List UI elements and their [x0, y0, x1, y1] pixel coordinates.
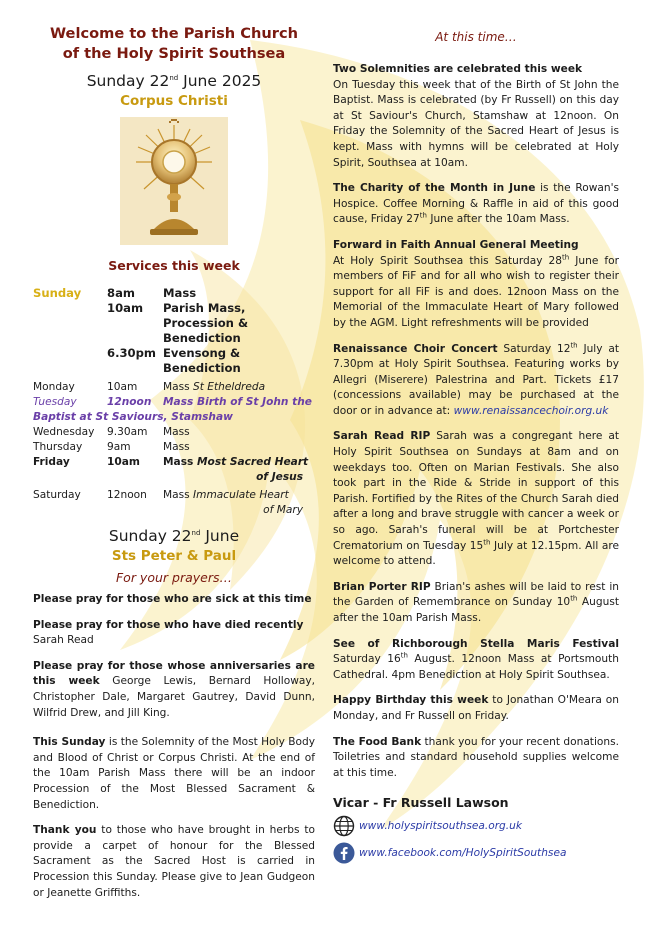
- facebook-icon: [333, 842, 355, 864]
- anniv-bold: Please pray for those whose anniversaries are this week: [33, 659, 315, 688]
- notice-text: June for members of FiF and for all who wish to register their support for all FiF is and does. 12noon Mass on the Memorial of the Immaculate Heart of Mary followed by the AGM. Light refreshments will be provided: [333, 254, 620, 329]
- notice-text: At Holy Spirit Southsea this Saturday 28: [333, 254, 563, 267]
- weekday-event: Mass: [163, 441, 190, 453]
- weekday-row: [33, 470, 315, 485]
- website-row[interactable]: [333, 815, 619, 837]
- prayer-died-names: Sarah Read: [33, 634, 94, 647]
- notice-sup: th: [419, 211, 427, 220]
- notice-bold: Two Solemnities are celebrated this week: [333, 63, 583, 75]
- service-time: 8am: [107, 286, 135, 300]
- sunday-service-row: [33, 346, 315, 376]
- facebook-link[interactable]: www.facebook.com/HolySpiritSouthsea: [359, 847, 567, 860]
- weekday-event: [163, 485, 315, 503]
- notice-bold: See of Richborough Stella Maris Festival: [333, 637, 619, 650]
- notice-bold: Forward in Faith Annual General Meeting: [333, 238, 579, 251]
- notice-sup: th: [562, 253, 570, 261]
- sunday-service-row: [33, 286, 315, 301]
- notice-sup: th: [570, 594, 578, 603]
- sunday-day: Sunday: [33, 286, 82, 300]
- next-sunday-date: [33, 526, 315, 546]
- weekday-event: Mass Birth of St John the: [163, 396, 312, 408]
- date-sup: nd: [191, 528, 201, 537]
- weekday-event-cont: Baptist at St Saviours, Stamshaw: [33, 411, 233, 423]
- service-event: Evensong & Benediction: [163, 346, 241, 375]
- notice-charity: [333, 181, 619, 228]
- service-time: 6.30pm: [107, 346, 156, 360]
- title-line-1: Welcome to the Parish Church: [49, 25, 298, 42]
- weekday-time: 9am: [107, 441, 131, 453]
- notice-text: August. 12noon Mass at Portsmouth Cathedral. 4pm Benediction at Holy Spirit Southsea.: [333, 653, 619, 681]
- facebook-row[interactable]: [333, 842, 619, 864]
- notice-sarah-read: [333, 429, 619, 569]
- weekday-day: Monday: [33, 381, 75, 393]
- website-link[interactable]: www.holyspiritsouthsea.org.uk: [359, 820, 522, 833]
- weekday-row: [33, 410, 315, 425]
- weekday-time: 9.30am: [107, 426, 148, 438]
- date-suffix: June 2025: [178, 72, 262, 90]
- date-sup: nd: [169, 73, 179, 82]
- weekday-event-cont: of Mary: [263, 504, 303, 516]
- weekday-event: Mass: [163, 426, 190, 438]
- prayer-sick-text: Please pray for those who are sick at this time: [33, 593, 312, 605]
- notice-bold: Happy Birthday this week: [333, 694, 489, 707]
- notice-food-bank: [333, 735, 619, 782]
- notice-sup: th: [570, 340, 578, 349]
- thank-you-text: to those who have brought in herbs to provide a carpet of honour for the Blessed Sacrament as the Sacred Host is carried in Procession this Sunday. Please give to Jean Gudgeon or Jeanette Griffiths.: [33, 824, 315, 899]
- notice-bold: The Charity of the Month in June: [333, 182, 536, 195]
- thank-you-note: [33, 823, 315, 901]
- event-text: Mass: [163, 456, 197, 468]
- weekday-event-cont: of Jesus: [256, 471, 303, 483]
- notice-text: is the Rowan's Hospice. Coffee Morning & Raffle in aid of this good cause, Friday 27: [333, 182, 619, 226]
- notice-text: On Tuesday this week that of the Birth of St John the Baptist. Mass is celebrated (by Fr Russell) on this day at St Saviour's Church, Stamshaw at 12noon. On Friday the Solemnity of the Sacred Heart of Jesus is kept. Mass with hymns will be celebrated at Holy Spirit, Southsea at 10am.: [333, 78, 619, 169]
- weekday-day: Friday: [33, 456, 70, 468]
- notice-birthday: [333, 693, 619, 724]
- date-suffix: June: [200, 527, 240, 545]
- notice-text: Brian's ashes will be laid to rest in the Garden of Remembrance on Sunday 10: [333, 580, 619, 609]
- service-time: 10am: [107, 301, 144, 315]
- this-sunday-note: [33, 735, 315, 813]
- notice-text: June after the 10am Mass.: [426, 213, 570, 226]
- notice-bold: Renaissance Choir Concert: [333, 342, 498, 355]
- event-italic: Most Sacred Heart: [197, 456, 309, 468]
- notice-forward-in-faith: [333, 238, 619, 332]
- notice-solemnities: [333, 62, 619, 171]
- notice-text: Sarah was a congregant here at Holy Spirit Southsea on Sundays at 8am and on weekdays too. Often on Marian Festivals. She also took part in the Ride & Stride in support of this Parish. Fortified by the Rites of the Church Sarah died after a long and brave struggle with cancer a week or so ago. Sarah's funeral will be at Portchester Crematorium on Tuesday 15: [333, 430, 619, 552]
- notice-sup: th: [400, 651, 408, 660]
- globe-icon: [333, 815, 355, 837]
- services-heading: Services this week: [108, 258, 240, 273]
- service-event: Mass: [163, 286, 197, 300]
- notice-text: July at 7.30pm at Holy Spirit Southsea. Featuring works by Allegri (Miserere) Palestrina and Part. Tickets £17 (concessions available) may be purchased at the door or in advance at:: [333, 342, 619, 417]
- service-event: Parish Mass, Procession & Benediction: [163, 301, 249, 345]
- weekday-day: Saturday: [33, 489, 81, 501]
- page-title: [33, 24, 315, 64]
- service-date: [33, 71, 315, 91]
- this-sunday-text: is the Solemnity of the Most Holy Body and Blood of Christ or Corpus Christi. At the end of the 10am Parish Mass there will be an indoor Procession of the Most Blessed Sacrament & Benediction.: [33, 736, 315, 811]
- notice-text: Saturday 16: [333, 653, 401, 666]
- date-prefix: Sunday 22: [86, 72, 170, 90]
- weekday-services-table: [33, 380, 315, 518]
- choir-link[interactable]: www.renaissancechoir.org.uk: [453, 404, 609, 417]
- weekday-row: [33, 395, 315, 410]
- weekday-row: [33, 425, 315, 440]
- sunday-service-row: [33, 301, 315, 346]
- notice-brian-porter: [333, 580, 619, 627]
- notice-text: August after the 10am Parish Mass.: [333, 596, 619, 624]
- notice-bold: Sarah Read RIP: [333, 430, 431, 443]
- notices-heading: At this time…: [435, 30, 517, 44]
- prayer-died-text: Please pray for those who have died recently: [33, 618, 304, 631]
- vicar-name: Fr Russell Lawson: [382, 795, 509, 811]
- weekday-row: [33, 455, 315, 470]
- weekday-row: [33, 440, 315, 455]
- prayer-anniversaries: [33, 659, 315, 721]
- weekday-row: [33, 503, 315, 518]
- notice-text: July at 12.15pm. All are welcome to attend.: [333, 539, 619, 568]
- right-column: [333, 30, 619, 864]
- notice-choir: [333, 342, 619, 420]
- monstrance-image: [120, 117, 228, 245]
- event-italic: St Etheldreda: [193, 381, 266, 393]
- notice-text: Saturday 12: [497, 342, 571, 355]
- prayers-heading: For your prayers…: [115, 570, 232, 585]
- weekday-day: Tuesday: [33, 396, 77, 408]
- event-text: Mass: [163, 381, 194, 393]
- date-prefix: Sunday 22: [108, 527, 192, 545]
- notice-text: thank you for your recent donations. Toiletries and standard household supplies welcome at this time.: [333, 735, 619, 779]
- title-line-2: of the Holy Spirit Southsea: [62, 45, 286, 62]
- weekday-time: 10am: [107, 456, 140, 468]
- notice-bold: The Food Bank: [333, 735, 422, 748]
- next-feast-title: Sts Peter & Paul: [111, 548, 237, 564]
- sunday-services-table: [33, 286, 315, 376]
- prayer-died: [33, 618, 315, 634]
- this-sunday-bold: This Sunday: [33, 736, 106, 749]
- anniv-names: George Lewis, Bernard Holloway, Christopher Dale, Margaret Gautrey, David Dunn, Wilfrid Drew, and Jill King.: [33, 675, 315, 719]
- thank-you-bold: Thank you: [33, 824, 97, 837]
- weekday-day: Wednesday: [33, 426, 95, 438]
- weekday-day: Thursday: [33, 441, 83, 453]
- vicar-line: [333, 795, 619, 810]
- notice-bold: Brian Porter RIP: [333, 580, 431, 593]
- notice-sup: th: [483, 538, 491, 547]
- weekday-time: 12noon: [107, 396, 152, 408]
- weekday-row: [33, 380, 315, 395]
- weekday-time: 12noon: [107, 489, 147, 501]
- notice-text: to Jonathan O'Meara on Monday, and Fr Russell on Friday.: [333, 694, 620, 722]
- event-italic: Immaculate Heart: [193, 489, 289, 501]
- feast-title: Corpus Christi: [120, 93, 228, 109]
- weekday-row: [33, 485, 315, 503]
- vicar-label: Vicar -: [333, 795, 383, 811]
- weekday-event: [163, 380, 315, 395]
- left-column: [33, 24, 315, 901]
- prayer-sick: [33, 592, 315, 608]
- notice-stella-maris: [333, 637, 619, 684]
- weekday-event: [163, 455, 315, 470]
- weekday-time: 10am: [107, 381, 138, 393]
- event-text: Mass: [163, 489, 194, 501]
